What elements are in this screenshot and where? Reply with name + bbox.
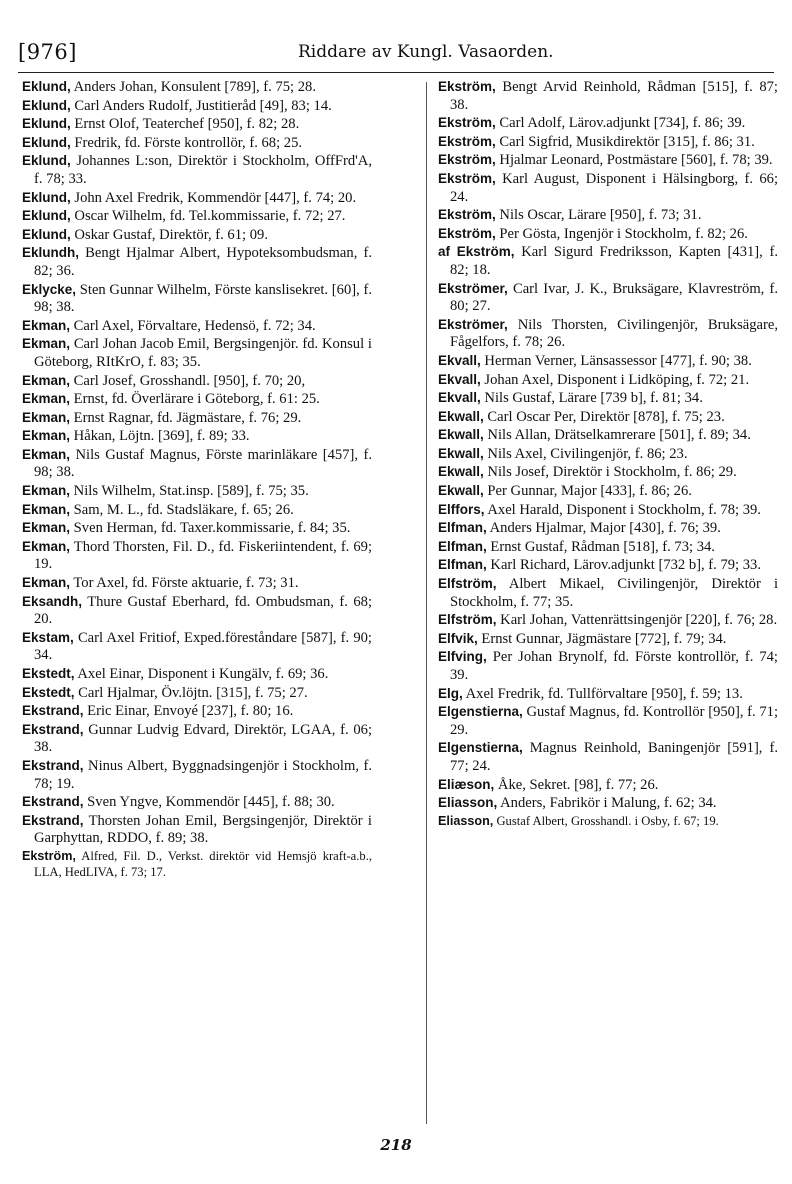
entry-surname: Ekman,: [22, 428, 71, 444]
entry-surname: Eksandh,: [22, 593, 83, 609]
entry-details: Oskar Gustaf, Direktör, f. 61; 09.: [70, 226, 268, 243]
entry-details: Nils Wilhelm, Stat.insp. [589], f. 75; 35.: [70, 483, 309, 500]
index-entry: [438, 225, 778, 244]
index-entry: [22, 78, 372, 97]
entry-details: Eric Einar, Envoyé [237], f. 80; 16.: [83, 703, 294, 720]
index-entry: [438, 519, 778, 538]
index-entry: [22, 335, 372, 371]
index-entry: [22, 427, 372, 446]
entry-surname: Ekström,: [22, 848, 76, 863]
entry-details: John Axel Fredrik, Kommendör [447], f. 74; 20.: [70, 189, 357, 206]
index-entry: [22, 721, 372, 757]
entry-surname: Ekvall,: [438, 352, 481, 368]
entry-details: Carl Johan Jacob Emil, Bergsingenjör. fd. Konsul i Göteborg, RItKrO, f. 83; 35.: [34, 336, 372, 370]
entry-details: Carl Axel Fritiof, Exped.föreståndare [587], f. 90; 34.: [34, 629, 372, 664]
entry-details: Carl Anders Rudolf, Justitieråd [49], 83; 14.: [70, 97, 332, 114]
entry-surname: Ekstam,: [22, 629, 74, 645]
entry-details: Anders, Fabrikör i Malung, f. 62; 34.: [497, 795, 717, 812]
index-entry: [438, 408, 778, 427]
entry-details: Gunnar Ludvig Edvard, Direktör, LGAA, f. 06; 38.: [34, 721, 372, 756]
entry-details: Ernst Gustaf, Rådman [518], f. 73; 34.: [486, 538, 715, 555]
entry-surname: Elfström,: [438, 576, 497, 592]
entry-surname: Ekstrand,: [22, 757, 84, 773]
entry-details: Ninus Albert, Byggnadsingenjör i Stockholm, f. 78; 19.: [34, 757, 372, 792]
index-entry: [438, 426, 778, 445]
entry-surname: Ekstedt,: [22, 666, 75, 681]
entry-surname: Ekström,: [438, 225, 496, 241]
index-entry: [22, 207, 372, 226]
entry-details: Carl Sigfrid, Musikdirektör [315], f. 86; 31.: [495, 133, 755, 150]
index-entry: [22, 702, 372, 721]
index-entry: [438, 538, 778, 557]
index-entry: [22, 629, 372, 665]
entry-surname: Ekwall,: [438, 483, 484, 499]
entry-details: Nils Thorsten, Civilingenjör, Bruksägare, Fågelfors, f. 78; 26.: [450, 316, 778, 351]
index-entry: [22, 574, 372, 593]
entry-surname: Elfvik,: [438, 630, 478, 646]
entry-surname: Eklund,: [22, 79, 71, 94]
entry-surname: Elffors,: [438, 501, 485, 517]
entry-surname: Ekströmer,: [438, 316, 508, 332]
running-title: Riddare av Kungl. Vasaorden.: [298, 42, 554, 62]
entry-surname: Eklundh,: [22, 245, 79, 261]
entry-details: Håkan, Löjtn. [369], f. 89; 33.: [70, 428, 250, 445]
index-entry: [22, 97, 372, 116]
entry-details: Tor Axel, fd. Förste aktuarie, f. 73; 31.: [70, 575, 299, 592]
entry-details: Carl Oscar Per, Direktör [878], f. 75; 23.: [483, 408, 725, 425]
index-entry: [22, 115, 372, 134]
entry-details: Johan Axel, Disponent i Lidköping, f. 72; 21.: [480, 371, 750, 388]
entry-surname: Eliæson,: [438, 776, 495, 792]
folio: 218: [380, 1136, 412, 1154]
entry-details: Ernst, fd. Överlärare i Göteborg, f. 61: 25.: [70, 391, 320, 408]
index-entry: [22, 390, 372, 409]
page-number: [976]: [18, 40, 77, 64]
entry-details: Bengt Arvid Reinhold, Rådman [515], f. 87; 38.: [450, 79, 778, 113]
entry-details: Sven Herman, fd. Taxer.kommissarie, f. 84; 35.: [70, 520, 351, 537]
entry-surname: Ekstrand,: [22, 703, 84, 719]
index-entry: [438, 463, 778, 482]
entry-surname: Ekwall,: [438, 408, 484, 424]
entry-details: Carl Josef, Grosshandl. [950], f. 70; 20,: [70, 372, 306, 389]
index-entry: [438, 611, 778, 630]
entry-details: Anders Johan, Konsulent [789], f. 75; 28.: [70, 79, 316, 95]
entry-surname: Ekwall,: [438, 427, 484, 443]
entry-details: Alfred, Fil. D., Verkst. direktör vid Hemsjö kraft-a.b., LLA, HedLIVA, f. 73; 17.: [34, 848, 372, 879]
entry-details: Ernst Ragnar, fd. Jägmästare, f. 76; 29.: [70, 409, 302, 426]
entry-surname: Ekström,: [438, 133, 496, 149]
index-entry: [438, 114, 778, 133]
entry-surname: Elfman,: [438, 538, 487, 554]
index-entry: [438, 243, 778, 279]
index-entry: [22, 134, 372, 153]
index-entry: [438, 630, 778, 649]
entry-details: Carl Axel, Förvaltare, Hedensö, f. 72; 34.: [70, 317, 316, 334]
index-entry: [438, 389, 778, 408]
entry-details: Åke, Sekret. [98], f. 77; 26.: [494, 776, 659, 793]
entry-details: Gustaf Albert, Grosshandl. i Osby, f. 67; 19.: [493, 813, 719, 828]
index-entry: [438, 813, 778, 829]
index-entry: [438, 739, 778, 775]
entry-details: Sven Yngve, Kommendör [445], f. 88; 30.: [83, 794, 335, 811]
index-entry: [22, 757, 372, 793]
entry-details: Gustaf Magnus, fd. Kontrollör [950], f. 71; 29.: [450, 704, 778, 738]
entry-details: Nils Josef, Direktör i Stockholm, f. 86; 29.: [483, 464, 737, 481]
entry-details: Bengt Hjalmar Albert, Hypoteksombudsman, f. 82; 36.: [34, 245, 372, 279]
entry-details: Karl August, Disponent i Hälsingborg, f. 66; 24.: [450, 170, 778, 205]
entry-details: Nils Gustaf, Lärare [739 b], f. 81; 34.: [480, 390, 703, 407]
entry-surname: Ekman,: [22, 575, 71, 591]
entry-surname: Ekman,: [22, 317, 71, 333]
entry-surname: Ekstrand,: [22, 812, 84, 828]
entry-surname: Ekman,: [22, 336, 71, 352]
header-rule: [18, 72, 774, 73]
entry-surname: Ekman,: [22, 520, 71, 536]
entry-surname: Ekströmer,: [438, 280, 508, 296]
entry-surname: Ekman,: [22, 501, 71, 517]
entry-details: Magnus Reinhold, Baningenjör [591], f. 77; 24.: [450, 740, 778, 774]
index-entry: [438, 170, 778, 206]
entry-details: Per Gösta, Ingenjör i Stockholm, f. 82; 26.: [495, 225, 748, 242]
entry-surname: Elfman,: [438, 557, 487, 573]
entry-details: Per Gunnar, Major [433], f. 86; 26.: [483, 483, 692, 500]
index-entry: [438, 133, 778, 152]
index-entry: [438, 776, 778, 795]
index-entry: [438, 575, 778, 611]
entry-surname: Elgenstierna,: [438, 740, 523, 756]
index-entry: [22, 189, 372, 208]
index-entry: [438, 316, 778, 352]
entry-surname: Ekström,: [438, 207, 496, 223]
index-entry: [22, 446, 372, 482]
entry-surname: af Ekström,: [438, 244, 515, 260]
index-entry: [22, 317, 372, 336]
entry-surname: Elg,: [438, 685, 463, 701]
entry-details: Nils Axel, Civilingenjör, f. 86; 23.: [483, 445, 688, 462]
index-entry: [438, 206, 778, 225]
entry-surname: Eklund,: [22, 97, 71, 113]
entry-surname: Ekman,: [22, 391, 71, 407]
entry-surname: Ekman,: [22, 409, 71, 425]
entry-surname: Ekman,: [22, 538, 71, 554]
index-entry: [22, 848, 372, 880]
index-entry: [22, 793, 372, 812]
index-entry: [438, 648, 778, 684]
index-entry: [438, 556, 778, 575]
index-entry: [438, 703, 778, 739]
index-entry: [22, 244, 372, 280]
entry-surname: Eliasson,: [438, 813, 494, 828]
entry-details: Nils Gustaf Magnus, Förste marinläkare [457], f. 98; 38.: [34, 446, 372, 481]
entry-details: Carl Adolf, Lärov.adjunkt [734], f. 86; 39.: [495, 115, 746, 132]
entry-details: Axel Fredrik, fd. Tullförvaltare [950], f. 59; 13.: [462, 685, 743, 702]
entry-details: Nils Allan, Drätselkamrerare [501], f. 89; 34.: [483, 427, 751, 444]
entry-surname: Ekwall,: [438, 464, 484, 480]
entry-surname: Eliasson,: [438, 795, 498, 811]
index-entry: [22, 501, 372, 520]
entry-surname: Elfving,: [438, 649, 487, 665]
index-entry: [22, 538, 372, 574]
index-entry: [22, 152, 372, 188]
entry-details: Thord Thorsten, Fil. D., fd. Fiskeriintendent, f. 69; 19.: [34, 538, 372, 573]
index-entry: [438, 371, 778, 390]
entry-details: Albert Mikael, Civilingenjör, Direktör i Stockholm, f. 77; 35.: [450, 576, 778, 610]
entry-surname: Eklycke,: [22, 281, 77, 297]
entry-details: Karl Richard, Lärov.adjunkt [732 b], f. 79; 33.: [486, 557, 762, 574]
index-entry: [22, 665, 372, 684]
index-entry: [438, 280, 778, 316]
index-entry: [22, 812, 372, 848]
entry-details: Hjalmar Leonard, Postmästare [560], f. 78; 39.: [495, 152, 773, 169]
entry-surname: Ekstrand,: [22, 721, 84, 737]
index-entry: [22, 372, 372, 391]
entry-surname: Eklund,: [22, 116, 71, 132]
entry-details: Johannes L:son, Direktör i Stockholm, OffFrd'A, f. 78; 33.: [34, 153, 372, 187]
index-entry: [22, 519, 372, 538]
entry-surname: Eklund,: [22, 208, 71, 224]
entry-surname: Ekman,: [22, 483, 71, 499]
entry-details: Ernst Gunnar, Jägmästare [772], f. 79; 34.: [477, 630, 727, 647]
entry-details: Karl Johan, Vattenrättsingenjör [220], f. 76; 28.: [496, 612, 778, 629]
entry-details: Thorsten Johan Emil, Bergsingenjör, Direktör i Garphyttan, RDDO, f. 89; 38.: [34, 812, 372, 847]
index-entry: [438, 78, 778, 114]
entry-details: Fredrik, fd. Förste kontrollör, f. 68; 25.: [70, 134, 303, 151]
entry-surname: Ekström,: [438, 79, 496, 94]
index-entry: [438, 445, 778, 464]
entry-surname: Ekstrand,: [22, 794, 84, 810]
right-column: [438, 78, 778, 829]
index-entry: [22, 593, 372, 629]
index-entry: [438, 151, 778, 170]
index-entry: [438, 501, 778, 520]
entry-surname: Eklund,: [22, 134, 71, 150]
index-entry: [22, 281, 372, 317]
entry-surname: Ekman,: [22, 372, 71, 388]
entry-details: Nils Oscar, Lärare [950], f. 73; 31.: [495, 207, 702, 224]
index-entry: [22, 482, 372, 501]
index-entry: [438, 352, 778, 371]
left-column: [22, 78, 372, 880]
column-divider: [426, 82, 427, 1124]
index-entry: [22, 226, 372, 245]
entry-surname: Elgenstierna,: [438, 704, 523, 720]
entry-details: Anders Hjalmar, Major [430], f. 76; 39.: [486, 520, 721, 537]
index-entry: [438, 482, 778, 501]
entry-details: Thure Gustaf Eberhard, fd. Ombudsman, f. 68; 20.: [34, 593, 372, 628]
entry-details: Karl Sigurd Fredriksson, Kapten [431], f. 82; 18.: [450, 244, 778, 278]
entry-details: Axel Einar, Disponent i Kungälv, f. 69; 36.: [74, 666, 329, 682]
entry-surname: Ekström,: [438, 115, 496, 131]
entry-details: Carl Ivar, J. K., Bruksägare, Klavreström, f. 80; 27.: [450, 280, 778, 315]
entry-surname: Ekvall,: [438, 371, 481, 387]
index-entry: [22, 684, 372, 703]
entry-surname: Ekström,: [438, 170, 496, 186]
entry-surname: Ekvall,: [438, 390, 481, 406]
entry-details: Per Johan Brynolf, fd. Förste kontrollör, f. 74; 39.: [450, 649, 778, 683]
entry-details: Sam, M. L., fd. Stadsläkare, f. 65; 26.: [70, 501, 294, 518]
entry-surname: Ekman,: [22, 446, 71, 462]
entry-details: Carl Hjalmar, Öv.löjtn. [315], f. 75; 27.: [74, 684, 308, 701]
index-entry: [22, 409, 372, 428]
entry-surname: Eklund,: [22, 189, 71, 205]
entry-surname: Eklund,: [22, 153, 71, 169]
entry-surname: Ekström,: [438, 152, 496, 168]
entry-surname: Ekwall,: [438, 445, 484, 461]
entry-surname: Ekstedt,: [22, 684, 75, 700]
entry-details: Axel Harald, Disponent i Stockholm, f. 78; 39.: [484, 501, 761, 518]
index-entry: [438, 685, 778, 704]
entry-details: Oscar Wilhelm, fd. Tel.kommissarie, f. 72; 27.: [70, 208, 346, 225]
entry-details: Ernst Olof, Teaterchef [950], f. 82; 28.: [70, 116, 300, 133]
entry-details: Sten Gunnar Wilhelm, Förste kanslisekret. [60], f. 98; 38.: [34, 281, 372, 316]
entry-surname: Elfström,: [438, 612, 497, 628]
entry-details: Herman Verner, Länsassessor [477], f. 90; 38.: [480, 352, 752, 369]
index-entry: [438, 794, 778, 813]
entry-surname: Elfman,: [438, 520, 487, 536]
entry-surname: Eklund,: [22, 226, 71, 242]
